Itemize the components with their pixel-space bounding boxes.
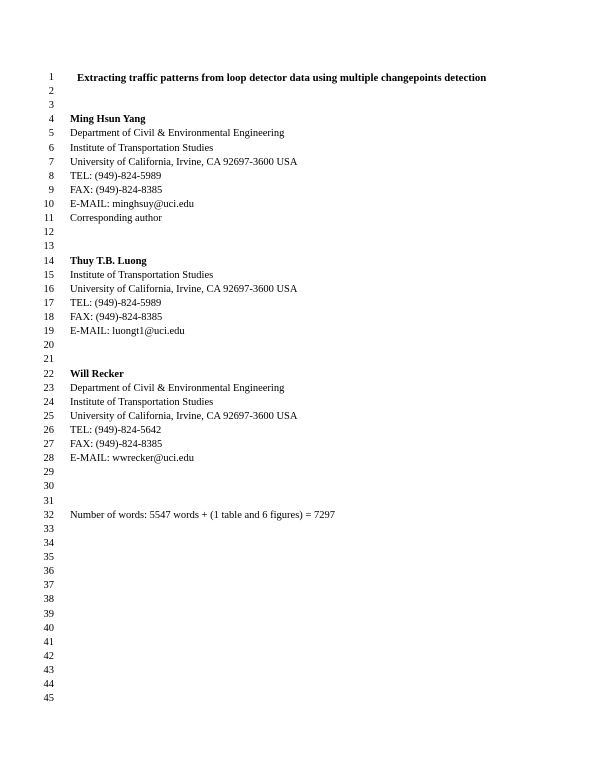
line-text: Institute of Transportation Studies	[70, 142, 214, 154]
line-text: E-MAIL: wwrecker@uci.edu	[70, 453, 194, 465]
author-name: Will Recker	[70, 368, 124, 380]
document-line	[0, 495, 600, 509]
document-line	[0, 537, 600, 551]
line-number: 30	[43, 481, 54, 493]
line-number: 27	[43, 439, 54, 451]
author-name: Ming Hsun Yang	[70, 114, 146, 126]
document-line	[0, 622, 600, 636]
line-number: 29	[43, 467, 54, 479]
document-line	[0, 396, 600, 410]
line-number: 11	[43, 213, 54, 225]
line-number: 15	[43, 269, 54, 281]
document-line	[0, 565, 600, 579]
line-number: 14	[43, 255, 54, 267]
line-number: 5	[48, 128, 54, 140]
document-line	[0, 608, 600, 622]
document-line	[0, 579, 600, 593]
line-number: 6	[48, 142, 54, 154]
line-number: 1	[48, 72, 54, 83]
document-line	[0, 156, 600, 170]
document-line	[0, 85, 600, 99]
line-number: 24	[43, 396, 54, 408]
line-text: E-MAIL: minghsuy@uci.edu	[70, 199, 194, 211]
line-number: 39	[43, 608, 54, 620]
author-name: Thuy T.B. Luong	[70, 255, 147, 267]
line-text: Department of Civil & Environmental Engineering	[70, 382, 285, 394]
document-line	[0, 692, 600, 706]
document-line	[0, 198, 600, 212]
document-line	[0, 353, 600, 367]
line-number: 32	[43, 509, 54, 521]
line-number: 22	[43, 368, 54, 380]
document-line	[0, 664, 600, 678]
line-number: 31	[43, 495, 54, 507]
document-line	[0, 283, 600, 297]
line-number: 20	[43, 340, 54, 352]
line-number: 3	[48, 100, 54, 112]
document-line	[0, 297, 600, 311]
line-number: 19	[43, 326, 54, 338]
line-number: 18	[43, 312, 54, 324]
document-line	[0, 636, 600, 650]
line-number: 12	[43, 227, 54, 239]
document-line	[0, 410, 600, 424]
line-text: FAX: (949)-824-8385	[70, 184, 163, 196]
line-number: 43	[43, 665, 54, 677]
line-number: 10	[43, 199, 54, 211]
document-line	[0, 240, 600, 254]
document-line	[0, 226, 600, 240]
line-text: FAX: (949)-824-8385	[70, 439, 163, 451]
line-number: 26	[43, 425, 54, 436]
document-line	[0, 593, 600, 607]
document-line	[0, 452, 600, 466]
document-line	[0, 269, 600, 283]
line-number: 28	[43, 453, 54, 465]
line-number: 34	[43, 537, 54, 549]
line-number: 9	[48, 184, 54, 196]
line-number: 38	[43, 594, 54, 606]
line-number: 25	[43, 410, 54, 422]
line-number: 33	[43, 523, 54, 535]
line-number: 13	[43, 241, 54, 253]
line-number: 45	[43, 693, 54, 705]
line-number: 23	[43, 382, 54, 394]
document-line	[0, 438, 600, 452]
line-text: University of California, Irvine, CA 92697-3600 USA	[70, 283, 298, 295]
line-text: University of California, Irvine, CA 92697-3600 USA	[70, 156, 298, 168]
document-line	[0, 382, 600, 396]
line-number: 4	[48, 114, 54, 126]
document-line	[0, 368, 600, 382]
line-text: Institute of Transportation Studies	[70, 269, 214, 281]
document-line	[0, 339, 600, 353]
line-number: 16	[43, 283, 54, 295]
document-line	[0, 99, 600, 113]
line-number: 2	[48, 86, 54, 98]
document-line	[0, 678, 600, 692]
document-line	[0, 424, 600, 438]
document-line	[0, 113, 600, 127]
line-text: Corresponding author	[70, 213, 162, 225]
document-line	[0, 523, 600, 537]
document-line	[0, 71, 600, 85]
line-number: 42	[43, 650, 54, 662]
line-number: 37	[43, 580, 54, 592]
document-line	[0, 480, 600, 494]
line-number: 35	[43, 552, 54, 564]
line-text: TEL: (949)-824-5989	[70, 297, 162, 309]
document-line	[0, 509, 600, 523]
line-number: 44	[43, 679, 54, 691]
line-text: Department of Civil & Environmental Engineering	[70, 128, 285, 140]
line-text: TEL: (949)-824-5989	[70, 170, 162, 182]
document-line	[0, 311, 600, 325]
document-line	[0, 127, 600, 141]
line-number: 41	[43, 636, 54, 648]
document-line	[0, 325, 600, 339]
document-line	[0, 170, 600, 184]
document-line	[0, 184, 600, 198]
line-text: E-MAIL: luongt1@uci.edu	[70, 326, 185, 338]
line-text: FAX: (949)-824-8385	[70, 312, 163, 324]
line-text: University of California, Irvine, CA 92697-3600 USA	[70, 410, 298, 422]
line-number: 17	[43, 297, 54, 309]
line-number: 21	[43, 354, 54, 366]
line-text: Number of words: 5547 words + (1 table and 6 figures) = 7297	[70, 509, 335, 521]
document-line	[0, 551, 600, 565]
paper-title: Extracting traffic patterns from loop detector data using multiple changepoints detection	[77, 72, 487, 84]
line-number: 7	[48, 156, 54, 168]
line-number: 36	[43, 566, 54, 578]
document-line	[0, 212, 600, 226]
line-text: Institute of Transportation Studies	[70, 396, 214, 408]
line-number: 8	[48, 170, 54, 182]
document-line	[0, 650, 600, 664]
document-line	[0, 142, 600, 156]
line-text: TEL: (949)-824-5642	[70, 425, 162, 436]
document-line	[0, 466, 600, 480]
document-line	[0, 255, 600, 269]
line-number: 40	[43, 622, 54, 634]
